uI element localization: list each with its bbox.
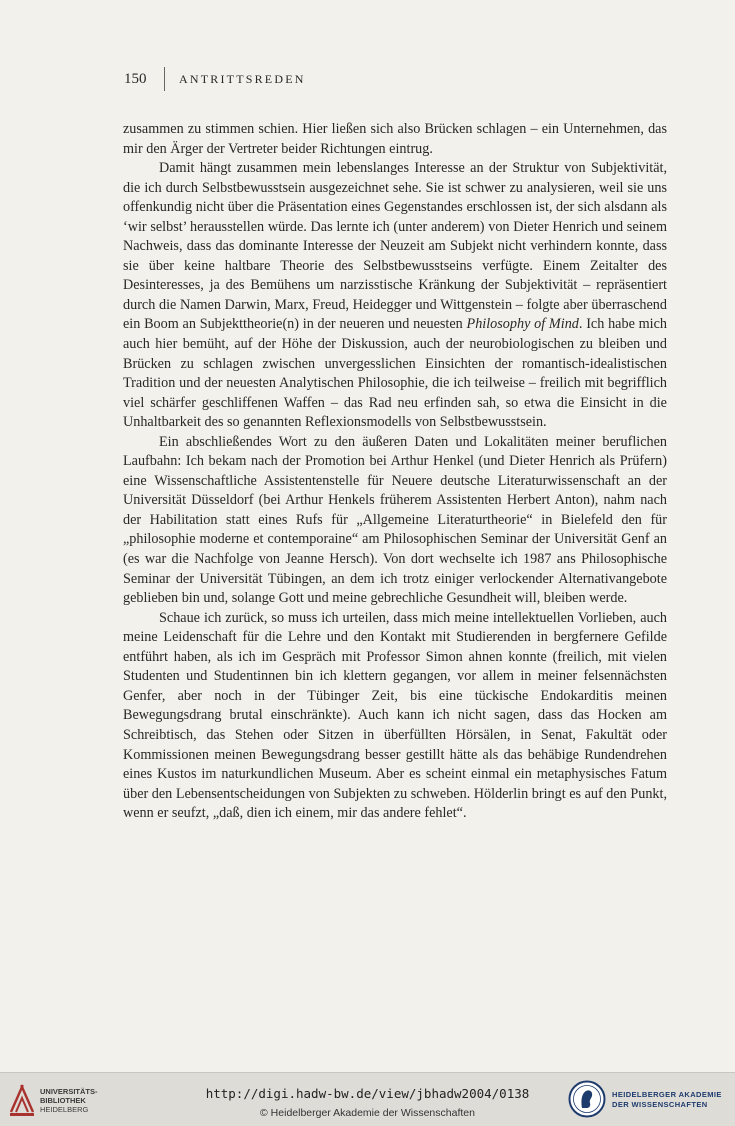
paragraph: [123, 433, 667, 609]
emphasis-text: Philosophy of Mind: [466, 316, 579, 333]
running-title: ANTRITTSREDEN: [179, 71, 306, 86]
paragraph: [123, 120, 667, 159]
page-number: 150: [124, 70, 147, 87]
paragraph-text: Damit hängt zusammen mein lebenslanges Interesse an der Struktur von Subjektivität, die ich durch Selbstbewusstsein ausgezeichnet sehe. Sie ist schwer zu analysieren, weil sie uns offenkundig nicht über die Präsentation eines Gegenstandes erschlossen ist, der sich alsdann als ‘wir selbst’ herausstellen würde. Das lernte ich (unter anderem) von Dieter Henrich und seinem Nachweis, dass das dominante Interesse der Neuzeit am Subjekt nicht verhindern konnte, dass sie über keine haltbare Theorie des Selbstbewusstseins verfügte. Einem Zeitalter des Desinteresses, ja des Bemühens um narzisstische Kränkung der Subjektivität – repräsentiert durch die Namen Darwin, Marx, Freud, Heidegger und Wittgenstein – folgte aber überraschend ein Boom an Subjekttheorie(n) in der neueren und neuesten: [123, 160, 667, 333]
paragraph-text: Ein abschließendes Wort zu den äußeren Daten und Lokalitäten meiner beruflichen Laufbahn: Ich bekam nach der Promotion bei Arthur Henkel (und Dieter Henrich als Prüfern) eine Wissenschaftliche Assistentenstelle für Neuere deutsche Literaturwissenschaft an der Universität Düsseldorf (bei Arthur Henkels früherem Assistenten Herbert Anton), nahm nach der Habilitation statt eines Rufs für „Allgemeine Literaturtheorie“ in Bielefeld den für „philosophie moderne et contemporaine“ am Philosophischen Seminar der Universität Genf an (es war die Nachfolge von Jeanne Hersch). Von dort wechselte ich 1987 ans Philosophische Seminar der Universität Tübingen, an dem ich trotz einiger verlockender Alternativangebote geblieben bin und, solange Gott und meine gebrechliche Gesundheit will, bleiben werde.: [123, 433, 667, 607]
paragraph: [123, 159, 667, 433]
paragraph-text: Schaue ich zurück, so muss ich urteilen, dass mich meine intellektuellen Vorlieben, auch meine Leidenschaft für die Lehre und den Kontakt mit Studierenden in bergfernere Gefilde entführt haben, als ich im Gespräch mit Professor Simon ahnen konnte (freilich, mit vielen Studenten und Studentinnen bin ich klettern gegangen, vor allem in meiner felsennächsten Genfer, aber noch in der Tübinger Zeit, bis eine tückische Endokarditis meinen Bewegungsdrang brutal einschränkte). Auch kann ich nicht sagen, dass das Hocken am Schreibtisch, das Stehen oder Sitzen in überfüllten Hörsälen, in Senat, Fakultät oder Kommissionen meinen Bewegungsdrang besser gestillt hätte als das behäbige Rundendrehen eines Kustos im naturkundlichen Museum. Aber es scheint einmal ein metaphysisches Fatum über den Lebensentscheidungen von Subjekten zu schweben. Hölderlin bringt es auf den Punkt, wenn er seufzt, „daß, dien ich einem, mir das andere fehlet“.: [123, 609, 667, 822]
body-text: [123, 120, 667, 824]
viewer-footer: [0, 1072, 735, 1126]
page-header: [124, 66, 306, 92]
copyright-notice: © Heidelberger Akademie der Wissenschaften: [260, 1107, 475, 1119]
library-name[interactable]: UNIVERSITÄTS- BIBLIOTHEK HEIDELBERG: [40, 1087, 98, 1114]
source-url-link[interactable]: http://digi.hadw-bw.de/view/jbhadw2004/0138: [205, 1086, 530, 1101]
academy-name[interactable]: HEIDELBERGER AKADEMIE DER WISSENSCHAFTEN: [612, 1090, 722, 1109]
academy-seal-icon[interactable]: [568, 1080, 606, 1118]
paragraph-text: . Ich habe mich auch hier bemüht, auf der Höhe der Diskussion, auch der neurobiologischen zu bleiben und Brücken zu schlagen zwischen unvergesslichen Einsichten der romantisch-idealistischen Tradition und der neuesten Analytischen Philosophie, die ich teilweise – freilich mit begrifflich viel schärfer geschliffenen Waffen – das Rad neu erfinden sah, so etwa die Einsicht in die Unhaltbarkeit des so genannten Reflexionsmodells von Selbstbewusstsein.: [123, 316, 667, 431]
paragraph: [123, 609, 667, 824]
header-divider: [164, 67, 165, 91]
paragraph-text: zusammen zu stimmen schien. Hier ließen sich also Brücken schlagen – ein Unternehmen, das mir den Ärger der Vertreter beider Richtungen eintrug.: [123, 121, 667, 157]
